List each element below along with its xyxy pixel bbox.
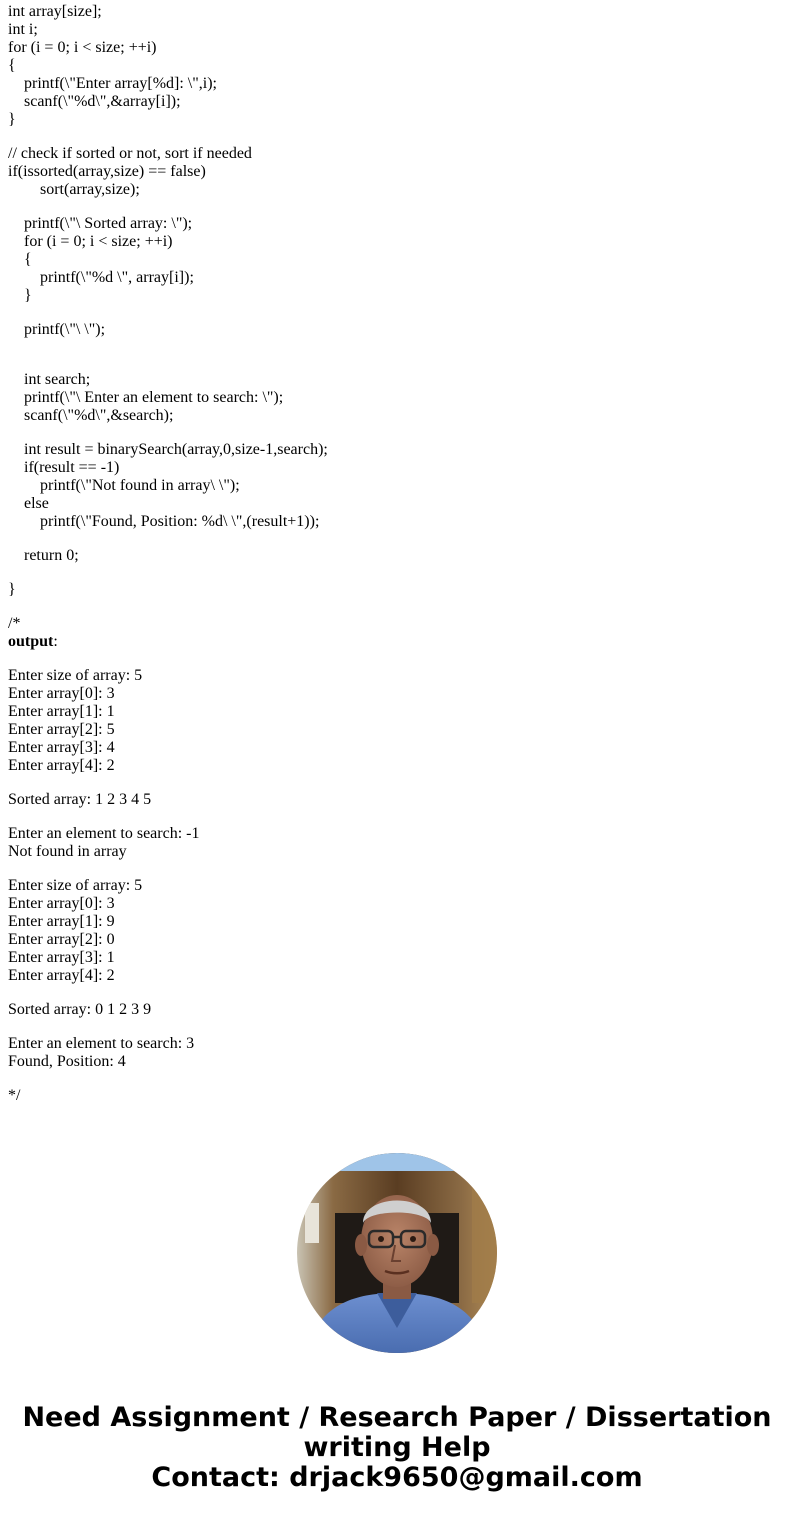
banner-line-2: writing Help [303, 1432, 491, 1463]
code-line: } [8, 581, 16, 598]
code-listing [8, 3, 788, 1105]
banner-contact: Contact: drjack9650@gmail.com [151, 1462, 643, 1493]
code-line: // check if sorted or not, sort if needed [8, 145, 252, 162]
output-line: Enter array[2]: 5 [8, 721, 115, 738]
code-line: for (i = 0; i < size; ++i) [8, 39, 157, 56]
code-line: return 0; [8, 547, 79, 564]
code-line: scanf(\"%d\",&search); [8, 407, 174, 424]
comment-close: */ [8, 1087, 21, 1104]
code-line: if(result == -1) [8, 459, 120, 476]
code-line: if(issorted(array,size) == false) [8, 163, 206, 180]
code-line: for (i = 0; i < size; ++i) [8, 233, 173, 250]
code-line: int result = binarySearch(array,0,size-1,search); [8, 441, 328, 458]
output-line: Enter size of array: 5 [8, 667, 143, 684]
code-line: } [8, 287, 32, 304]
code-section-1 [8, 3, 788, 129]
code-line: scanf(\"%d\",&array[i]); [8, 93, 181, 110]
code-section-8 [8, 581, 788, 599]
output-line: Enter array[4]: 2 [8, 967, 115, 984]
code-section-3 [8, 215, 788, 305]
output-heading [8, 633, 788, 651]
code-section-5 [8, 371, 788, 425]
promo-banner [0, 1403, 794, 1493]
output-line: Not found in array [8, 843, 127, 860]
author-photo [297, 1153, 497, 1353]
run2-sorted: Sorted array: 0 1 2 3 9 [8, 1001, 152, 1018]
code-line: printf(\"%d \", array[i]); [8, 269, 194, 286]
run1-sorted: Sorted array: 1 2 3 4 5 [8, 791, 152, 808]
banner-line-1: Need Assignment / Research Paper / Dissertation [22, 1402, 772, 1433]
output-line: Enter array[0]: 3 [8, 895, 115, 912]
code-section-7 [8, 547, 788, 565]
output-line: Found, Position: 4 [8, 1053, 126, 1070]
code-line: printf(\"\ \"); [8, 321, 106, 338]
code-line: printf(\"\ Enter an element to search: \"); [8, 389, 284, 406]
output-line: Enter array[3]: 4 [8, 739, 115, 756]
output-line: Enter array[1]: 1 [8, 703, 115, 720]
output-line: Enter array[3]: 1 [8, 949, 115, 966]
comment-open: /* [8, 615, 21, 632]
code-section-4 [8, 321, 788, 339]
output-line: Enter an element to search: 3 [8, 1035, 195, 1052]
run2-search [8, 1035, 788, 1071]
code-line: } [8, 111, 16, 128]
run2-input [8, 877, 788, 985]
run1-search [8, 825, 788, 861]
output-line: Enter an element to search: -1 [8, 825, 200, 842]
code-line: printf(\"\ Sorted array: \"); [8, 215, 193, 232]
code-line: int i; [8, 21, 38, 38]
code-line: printf(\"Found, Position: %d\ \",(result+1)); [8, 513, 320, 530]
code-section-2 [8, 145, 788, 199]
code-line: { [8, 251, 32, 268]
code-line: printf(\"Not found in array\ \"); [8, 477, 240, 494]
output-line: Enter array[4]: 2 [8, 757, 115, 774]
output-line: Enter size of array: 5 [8, 877, 143, 894]
run1-input [8, 667, 788, 775]
code-line: { [8, 57, 16, 74]
code-section-6 [8, 441, 788, 531]
output-label: output [8, 633, 54, 650]
code-line: printf(\"Enter array[%d]: \",i); [8, 75, 217, 92]
code-line: int array[size]; [8, 3, 102, 20]
output-line: Enter array[1]: 9 [8, 913, 115, 930]
code-line: int search; [8, 371, 91, 388]
code-line: else [8, 495, 49, 512]
output-line: Enter array[2]: 0 [8, 931, 115, 948]
output-colon: : [53, 633, 58, 650]
output-line: Enter array[0]: 3 [8, 685, 115, 702]
code-line: sort(array,size); [8, 181, 140, 198]
